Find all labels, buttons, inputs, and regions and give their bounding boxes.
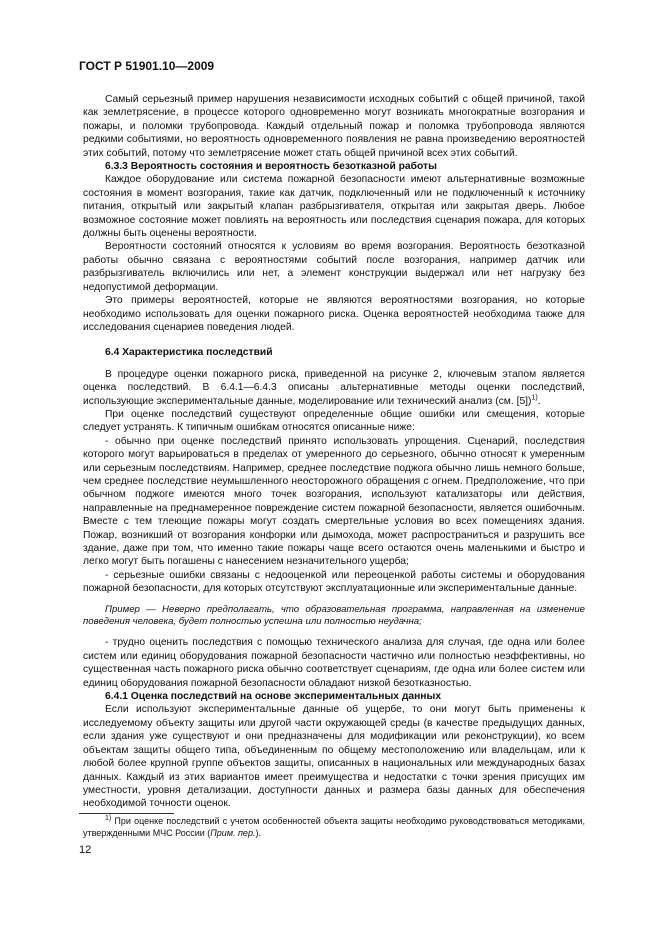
footnote-translator-note: Прим. пер.	[210, 828, 256, 838]
section-heading-6-4-1: 6.4.1 Оценка последствий на основе экспериментальных данных	[105, 691, 442, 703]
footnote-end: ).	[255, 828, 261, 838]
paragraph-probability-examples: Это примеры вероятностей, которые не являются вероятностями возгорания, но которые необходимо использовать для оценки пожарного риска. Оценка вероятностей необходима также для исследования сценариев поведения людей.	[83, 295, 585, 333]
section-heading-6-4: 6.4 Характеристика последствий	[105, 347, 273, 359]
list-item-system-errors: - серьезные ошибки связаны с недооценкой или переоценкой работы системы и оборудования пожарной безопасности, для которых отсутствуют эксплуатационные или экспериментальные данные.	[83, 569, 585, 595]
paragraph-state-probabilities: Вероятности состояний относятся к условиям во время возгорания. Вероятность безотказной работы обычно связана с вероятностями событий после возгорания, например датчик или разбрызгиватель включились или нет, а элемент конструкции выдержал или нет нагрузку без недопустимой деформации.	[83, 241, 585, 293]
paragraph-consequence-end: .	[537, 395, 541, 407]
paragraph-common-errors: При оценке последствий существуют определенные общие ошибки или смещения, которые следует устранять. К типичным ошибкам относятся описанные ниже:	[83, 408, 585, 434]
example-note: Пример — Неверно предполагать, что образовательная программа, направленная на изменение поведения человека, будет полностью успешна или полностью неудачна;	[83, 603, 585, 628]
paragraph-alternative-states: Каждое оборудование или система пожарной безопасности имеют альтернативные возможные состояния в момент возгорания, такие как датчик, подключенный или не подключенный к источнику питания, открытый или закрытый клапан разбрызгивателя, открытая или закрытая дверь. Любое возможное состояние может повлиять на вероятность или последствия сценария пожара, для которых должны быть оценены вероятности.	[83, 174, 585, 240]
footnote-separator	[79, 813, 174, 814]
section-heading-6-3-3: 6.3.3 Вероятность состояния и вероятность безотказной работы	[105, 161, 437, 173]
paragraph-consequence-assessment	[83, 368, 585, 408]
list-item-simplifications: - обычно при оценке последствий принято использовать упрощения. Сценарий, последствия которого могут варьироваться в пределах от умеренного до серьезного, обычно относят к умеренным или серьезным последствиям. Например, среднее последствие поджога обычно лишь немного больше, чем среднее последствие неумышленного неосторожного обращения с огнем. Предположение, что при обычном поджоге имеются много точек возгорания, используют катализаторы или действия, направленные на преднамеренное повреждение систем пожарной безопасности, является ошибочным. Вместе с тем тлеющие пожары могут создать смертельные условия во всех помещениях здания. Пожар, возникший от возгорания конфорки или дымохода, может распространиться и разрушить все здание, даже при том, что именно такие пожары чаще всего остаются очень маленькими и быстро и легко могут быть погашены с нанесением незначительного ущерба;	[83, 435, 585, 568]
paragraph-experimental-data: Если используют экспериментальные данные об ущербе, то они могут быть применены к исследуемому объекту защиты или другой части окружающей среды (в качестве предыдущих данных, если здания уже существуют и они предназначены для модификации или реконструкции), ко всем объектам защиты общего типа, объединенным по общему местоположению или владельцам, или к любой более крупной группе объектов защиты, описанных в национальных или международных базах данных. Каждый из этих вариантов имеет преимущества и недостатки с точки зрения присущих им уместности, уровня детализации, доступности данных и размера базы данных для обеспечения необходимой точности оценок.	[83, 704, 585, 810]
footnote	[83, 815, 585, 839]
page-number: 12	[79, 844, 92, 856]
footnote-text: При оценке последствий с учетом особенностей объекта защиты необходимо руководствоваться методиками, утвержденными МЧС России (	[83, 816, 585, 838]
document-code: ГОСТ Р 51901.10—2009	[79, 59, 215, 73]
paragraph-consequence-text: В процедуре оценки пожарного риска, приведенной на рисунке 2, ключевым этапом является оценка последствий. В 6.4.1—6.4.3 описаны альтернативные методы оценки последствий, использующие экспериментальные данные, моделирование или технический анализ (см. [5])	[83, 368, 585, 407]
footnote-reference[interactable]: 1)	[531, 394, 538, 402]
document-body	[83, 93, 585, 811]
list-item-technical-analysis: - трудно оценить последствия с помощью технического анализа для случая, где одна или более систем или единиц оборудования пожарной безопасности частично или полностью неэффективны, но существенная часть пожарного риска обычно соответствует сценариям, где одна или более систем или единиц оборудования пожарной безопасности обладают низкой безотказностью.	[83, 637, 585, 689]
footnote-marker: 1)	[105, 815, 112, 822]
paragraph-earthquake-example: Самый серьезный пример нарушения независимости исходных событий с общей причиной, такой как землетрясение, в процессе которого одновременно могут возникать многократные возгорания и пожары, и поломки трубопровода. Каждый отдельный пожар и поломка трубопровода являются редкими событиями, но вероятность одновременного появления не равна произведению вероятностей этих событий, потому что землетрясение может стать общей причиной всех этих событий.	[83, 94, 585, 159]
